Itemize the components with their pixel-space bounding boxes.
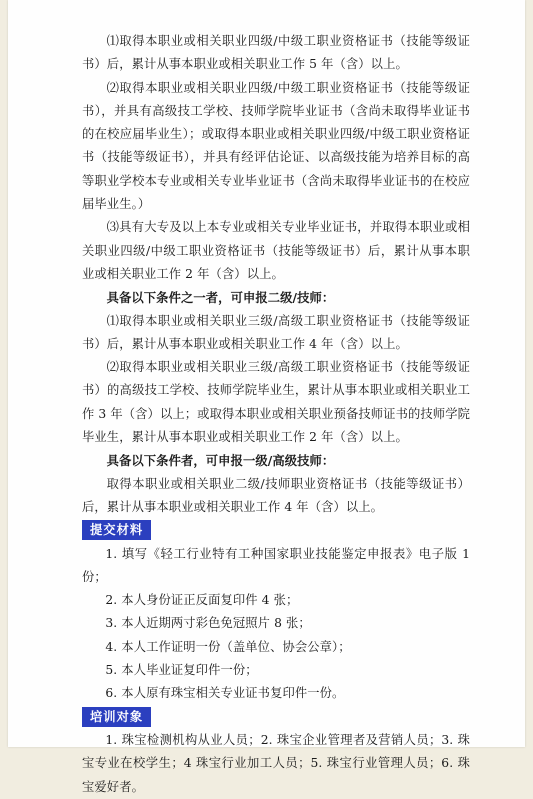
level2-condition-2: ⑵取得本职业或相关职业三级/高级工职业资格证书（技能等级证书）的高级技工学校、技师学院毕业生，累计从事本职业或相关职业工作 3 年（含）以上；或取得本职业或相关职业预备技师证书的技师学院毕业生，累计从事本职业或相关职业工作 2 年（含）以上。 [82, 360, 470, 445]
level3-condition-2: ⑵取得本职业或相关职业四级/中级工职业资格证书（技能等级证书），并具有高级技工学校、技师学院毕业证书（含尚未取得毕业证书的在校应届毕业生）；或取得本职业或相关职业四级/中级工职业资格证书（技能等级证书），并具有经评估论证、以高级技能为培养目标的高等职业学校本专业或相关专业毕业证书（含尚未取得毕业证书的在校应届毕业生。） [82, 80, 470, 212]
materials-header: 提交材料 [82, 520, 151, 540]
materials-item: 4. 本人工作证明一份（盖单位、协会公章）； [105, 639, 351, 654]
materials-section [82, 519, 470, 705]
level1-condition: 取得本职业或相关职业二级/技师职业资格证书（技能等级证书）后，累计从事本职业或相关职业工作 4 年（含）以上。 [82, 476, 470, 514]
level1-heading: 具备以下条件者，可申报一级/高级技师： [106, 453, 335, 469]
training-text: 1. 珠宝检测机构从业人员；2. 珠宝企业管理者及营销人员；3. 珠宝专业在校学生；4 珠宝行业加工人员；5. 珠宝行业管理人员；6. 珠宝爱好者。 [82, 732, 470, 794]
document-page [8, 0, 525, 794]
level2-heading: 具备以下条件之一者，可申报二级/技师： [106, 290, 335, 306]
materials-item: 5. 本人毕业证复印件一份； [105, 663, 258, 678]
level3-condition-3: ⑶具有大专及以上本专业或相关专业毕业证书，并取得本职业或相关职业四级/中级工职业资格证书（技能等级证书）后，累计从事本职业或相关职业工作 2 年（含）以上。 [82, 220, 470, 281]
training-header: 培训对象 [82, 707, 151, 727]
training-section [82, 706, 470, 799]
materials-item: 1. 填写《轻工行业特有工种国家职业技能鉴定申报表》电子版 1 份； [82, 546, 470, 584]
materials-item: 3. 本人近期两寸彩色免冠照片 8 张； [105, 616, 311, 631]
materials-item: 2. 本人身份证正反面复印件 4 张； [105, 593, 299, 608]
level3-condition-1: ⑴取得本职业或相关职业四级/中级工职业资格证书（技能等级证书）后，累计从事本职业或相关职业工作 5 年（含）以上。 [82, 34, 470, 72]
level2-condition-1: ⑴取得本职业或相关职业三级/高级工职业资格证书（技能等级证书）后，累计从事本职业或相关职业工作 4 年（含）以上。 [82, 313, 470, 351]
materials-item: 6. 本人原有珠宝相关专业证书复印件一份。 [105, 686, 345, 701]
document-content [82, 30, 470, 799]
